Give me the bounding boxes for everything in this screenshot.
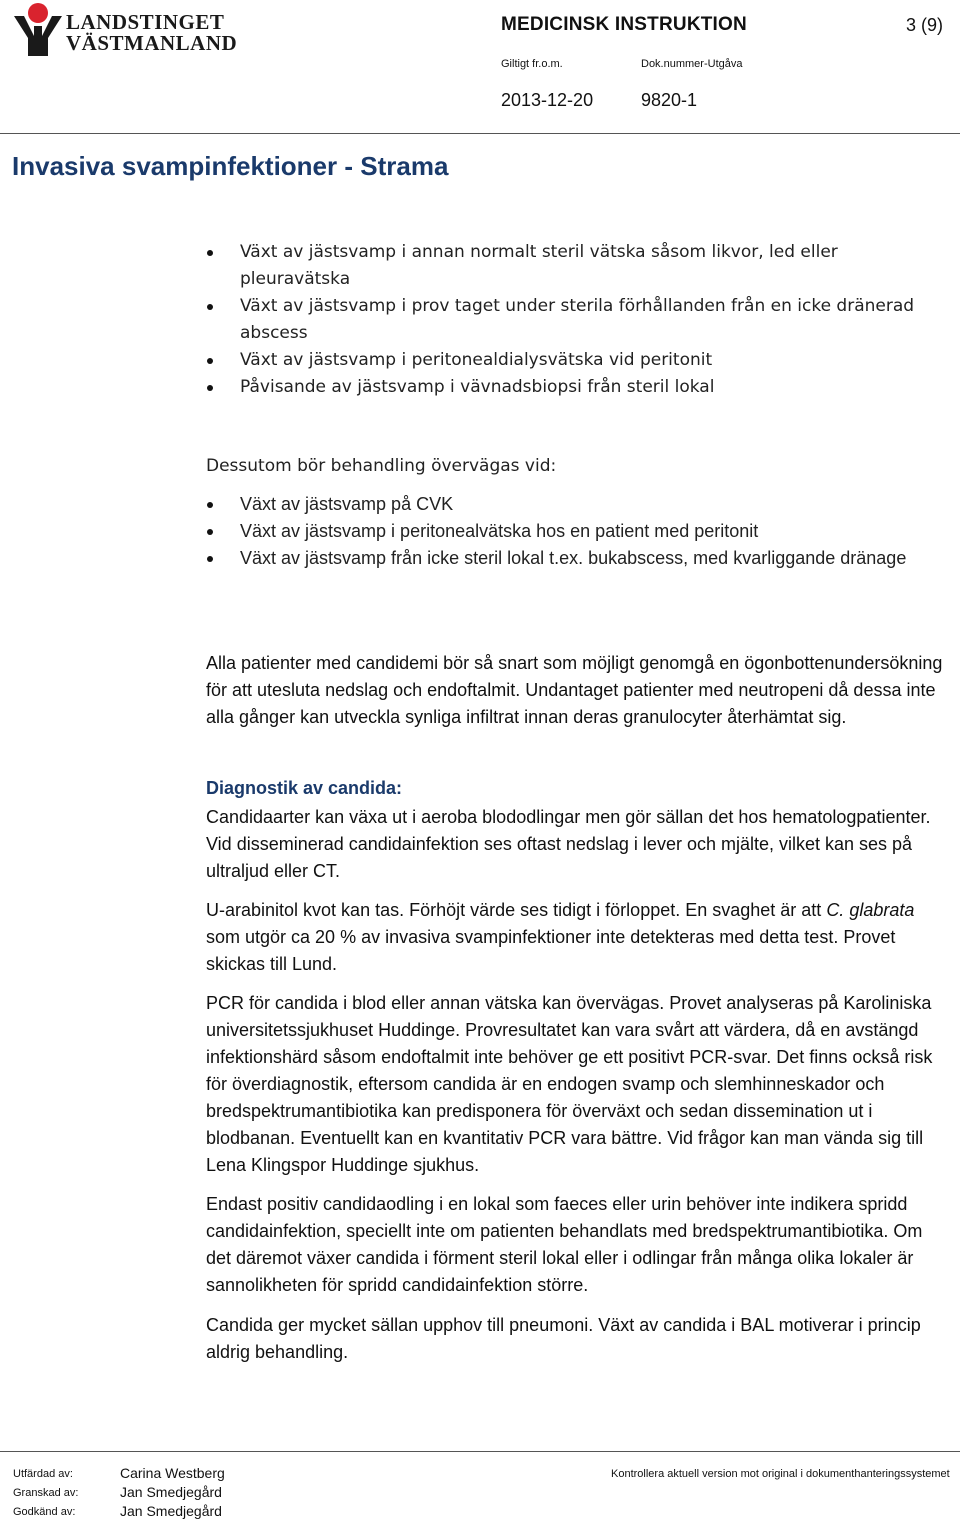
document-number: 9820-1 — [641, 90, 698, 110]
paragraph-arabinitol — [206, 897, 950, 978]
paragraph-intro: Dessutom bör behandling övervägas vid: — [206, 456, 557, 476]
list-item: Påvisande av jästsvamp i vävnadsbiopsi från steril lokal — [206, 374, 946, 401]
organization-logo — [12, 2, 238, 58]
document-number-label: Dok.nummer-Utgåva — [641, 58, 743, 70]
reviewed-by-name: Jan Smedjegård — [120, 1484, 222, 1500]
paragraph-text: U-arabinitol kvot kan tas. Förhöjt värde ses tidigt i förloppet. En svaghet är att — [206, 900, 827, 920]
paragraph-local-culture: Endast positiv candidaodling i en lokal som faeces eller urin behöver inte indikera spridd candidainfektion, speciellt inte om patienten behandlats med bredspektrumantibiotika. Om det däremot växer candida i förment steril lokal eller i odlingar från många olika lokaler är sannolikheten för spridd candidainfektion större. — [206, 1194, 923, 1295]
additional-criteria-list — [206, 491, 946, 572]
valid-from-label: Giltigt fr.o.m. — [501, 58, 563, 70]
list-item: Växt av jästsvamp i peritonealvätska hos en patient med peritonit — [206, 518, 946, 545]
list-item: Växt av jästsvamp i annan normalt steril vätska såsom likvor, led eller pleuravätska — [206, 239, 946, 293]
paragraph-pcr: PCR för candida i blod eller annan vätska kan övervägas. Provet analyseras på Karoliniska universitetssjukhuset Huddinge. Provresultatet kan vara svårt att värdera, då en avstängd infektionshärd såsom endoftalmit inte behöver ge ett positivt PCR-svar. Det finns också risk för överdiagnostik, eftersom candida är en endogen svamp och slemhinneskador och bredspektrumantibiotika kan predisponera för överväxt och sedan dissemination ut i blodbanan. Eventuellt kan en kvantitativ PCR vara bättre. Vid frågor kan man vända sig till Lena Klingspor Huddinge sjukhus. — [206, 993, 933, 1175]
reviewed-by-label: Granskad av: — [13, 1487, 79, 1499]
issued-by-label: Utfärdad av: — [13, 1468, 73, 1480]
logo-line-1: LANDSTINGET — [66, 10, 225, 34]
paragraph-text: som utgör ca 20 % av invasiva svampinfektioner inte detekteras med detta test. Provet skickas till Lund. — [206, 927, 896, 974]
list-item: Växt av jästsvamp i prov taget under sterila förhållanden från en icke dränerad abscess — [206, 293, 946, 347]
header-divider — [0, 133, 960, 134]
species-name: C. glabrata — [826, 900, 915, 920]
issued-by-name: Carina Westberg — [120, 1465, 225, 1481]
approved-by-label: Godkänd av: — [13, 1506, 76, 1518]
list-item: Växt av jästsvamp från icke steril lokal t.ex. bukabscess, med kvarliggande dränage — [206, 545, 946, 572]
version-control-note: Kontrollera aktuell version mot original i dokumenthanteringssystemet — [611, 1468, 950, 1480]
approved-by-name: Jan Smedjegård — [120, 1503, 222, 1519]
list-item: Växt av jästsvamp på CVK — [206, 491, 946, 518]
paragraph-diagnostics: Candidaarter kan växa ut i aeroba blododlingar men gör sällan det hos hematologpatienter. Vid disseminerad candidainfektion ses oftast nedslag i lever och mjälte, vilket kan ses på ultraljud eller CT. — [206, 807, 931, 881]
section-heading: Diagnostik av candida: — [206, 778, 403, 798]
paragraph-pneumonia: Candida ger mycket sällan upphov till pneumoni. Växt av candida i BAL motiverar i princip aldrig behandling. — [206, 1315, 921, 1362]
page-number: 3 (9) — [906, 15, 944, 35]
criteria-list — [206, 239, 946, 401]
list-item: Växt av jästsvamp i peritonealdialysvätska vid peritonit — [206, 347, 946, 374]
page-title: Invasiva svampinfektioner - Strama — [12, 151, 449, 181]
valid-from-date: 2013-12-20 — [501, 90, 594, 110]
logo-line-2: VÄSTMANLAND — [66, 31, 238, 55]
paragraph-eye-exam: Alla patienter med candidemi bör så snart som möjligt genomgå en ögonbottenundersökning för att utesluta nedslag och endoftalmit. Undantaget patienter med neutropeni då dessa inte alla gånger kan utveckla synliga infiltrat innan deras granulocyter återhämtat sig. — [206, 653, 943, 727]
footer-divider — [0, 1451, 960, 1452]
document-type: MEDICINSK INSTRUKTION — [501, 14, 747, 35]
